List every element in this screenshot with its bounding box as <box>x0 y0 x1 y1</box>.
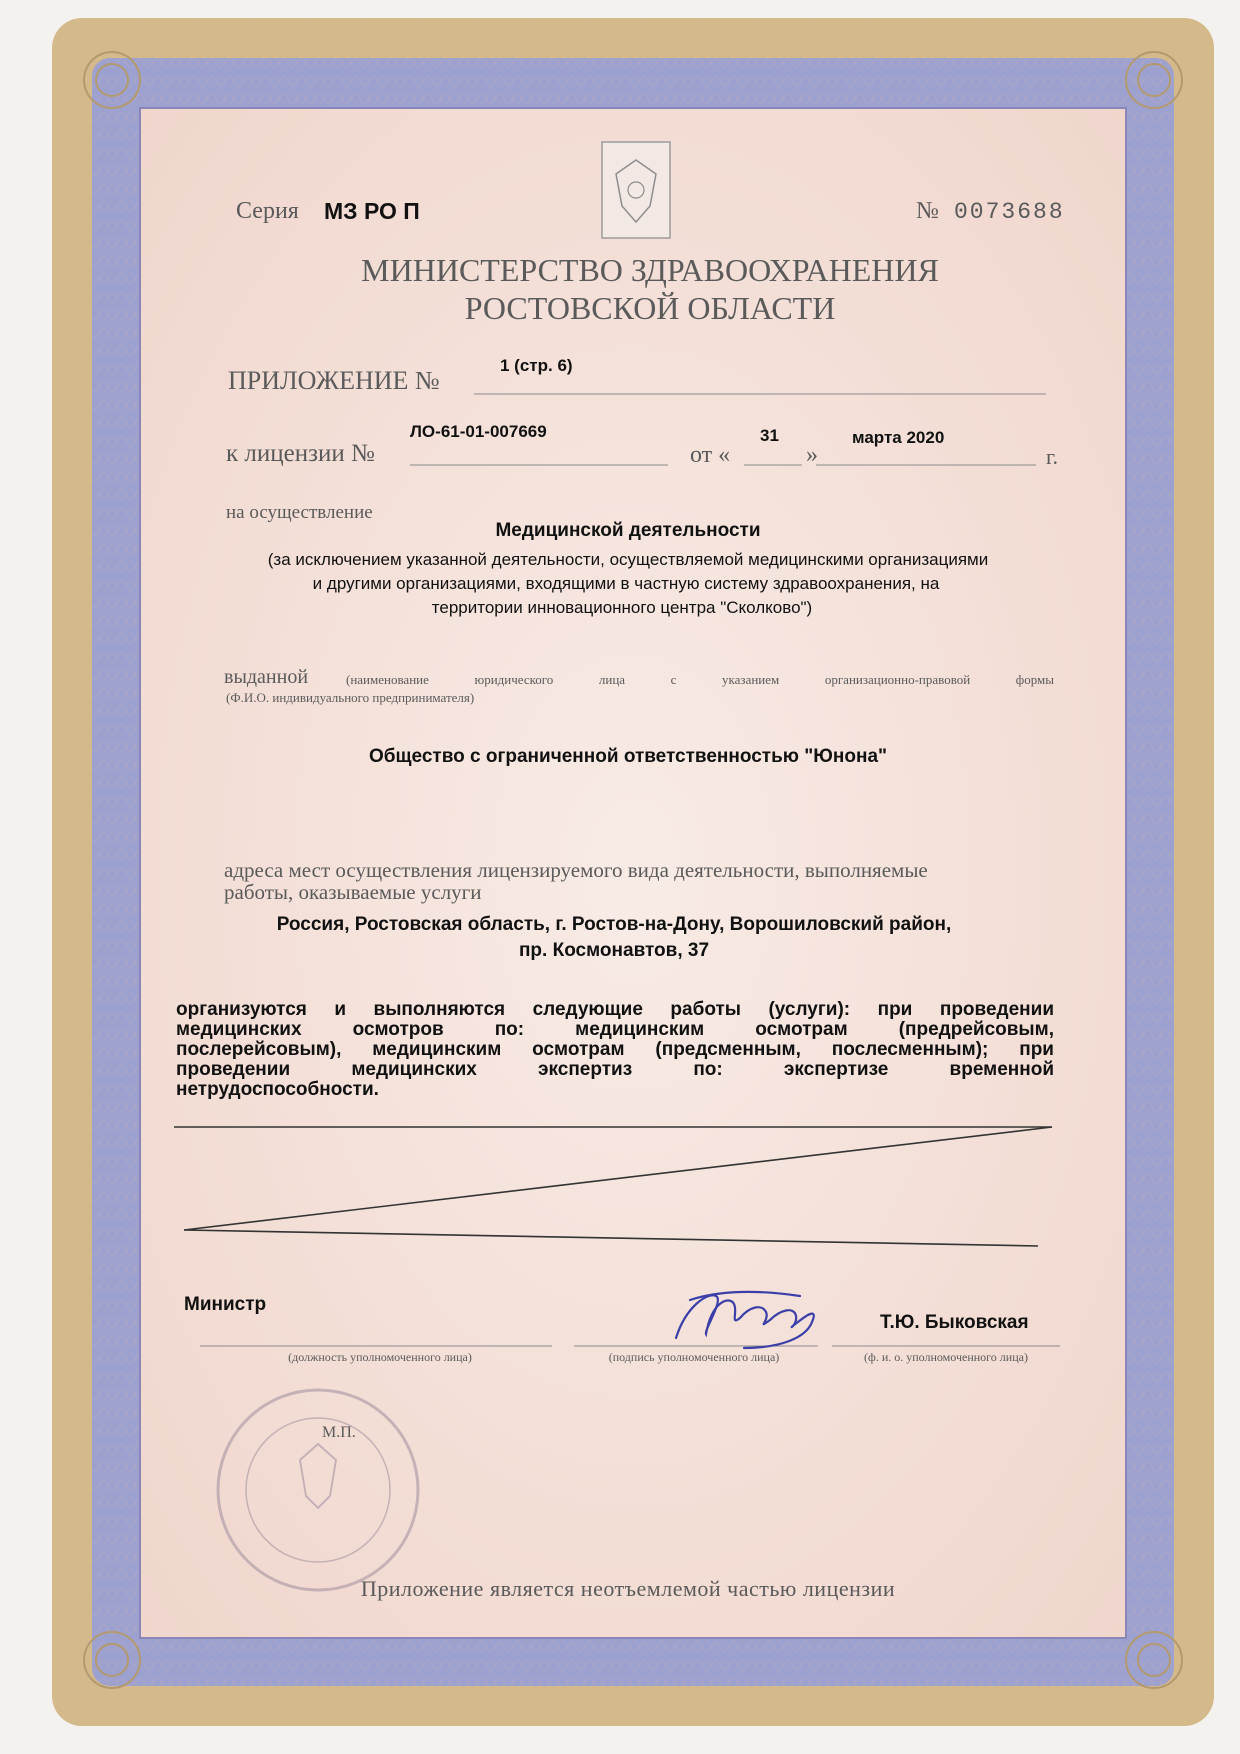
series-value: МЗ РО П <box>324 198 420 224</box>
services-last-line: нетрудоспособности. <box>176 1079 379 1100</box>
license-day-close: » <box>806 442 818 468</box>
authority-title-line2: РОСТОВСКОЙ ОБЛАСТИ <box>464 290 836 326</box>
emblem-icon <box>602 142 670 238</box>
issued-label: выданной <box>224 666 309 688</box>
stamp-label: М.П. <box>322 1424 356 1441</box>
activity-title: Медицинской деятельности <box>495 520 761 541</box>
addresses-label-line1: адреса мест осуществления лицензируемого вида деятельности, выполняемые <box>224 858 928 882</box>
addresses-label-line2: работы, оказываемые услуги <box>224 880 482 904</box>
address-line1: Россия, Ростовская область, г. Ростов-на-Дону, Ворошиловский район, <box>276 914 952 935</box>
services-line: проведении медицинских экспертиз по: экспертизе временной <box>176 1059 1054 1080</box>
license-number: ЛО-61-01-007669 <box>410 422 547 441</box>
activity-label: на осуществление <box>226 502 373 523</box>
license-label: к лицензии № <box>226 440 375 467</box>
name-caption: (ф. и. о. уполномоченного лица) <box>864 1350 1028 1364</box>
license-month-year: марта 2020 <box>852 428 945 447</box>
signature-caption: (подпись уполномоченного лица) <box>608 1350 780 1364</box>
services-line: медицинских осмотров по: медицинским осмотрам (предрейсовым, <box>176 1019 1054 1040</box>
issued-hint-line1: (наименование юридического лица с указанием организационно-правовой формы <box>346 672 1054 687</box>
activity-line: территории инновационного центра "Сколково") <box>431 598 813 617</box>
services-line: послерейсовым), медицинским осмотрам (предсменным, послесменным); при <box>176 1039 1054 1060</box>
appendix-value: 1 (стр. 6) <box>500 356 573 375</box>
activity-line: (за исключением указанной деятельности, осуществляемой медицинскими организациями <box>267 550 989 569</box>
license-year-suffix: г. <box>1046 444 1059 469</box>
license-from-label: от « <box>690 442 731 468</box>
organization-name: Общество с ограниченной ответственностью "Юнона" <box>368 746 888 767</box>
issued-hint-line2: (Ф.И.О. индивидуального предпринимателя) <box>226 690 475 705</box>
signatory-position: Министр <box>184 1294 267 1315</box>
authority-title-line1: МИНИСТЕРСТВО ЗДРАВООХРАНЕНИЯ <box>361 252 939 288</box>
license-day: 31 <box>760 426 779 445</box>
position-caption: (должность уполномоченного лица) <box>288 1350 472 1364</box>
footer-note: Приложение является неотъемлемой частью лицензии <box>360 1576 896 1601</box>
series-label: Серия <box>236 198 299 224</box>
appendix-label: ПРИЛОЖЕНИЕ № <box>228 366 440 395</box>
services-line: организуются и выполняются следующие работы (услуги): при проведении <box>176 999 1054 1020</box>
number-sign: № <box>916 198 939 224</box>
blank-number: 0073688 <box>954 199 1065 225</box>
signatory-name: Т.Ю. Быковская <box>880 1312 1029 1333</box>
activity-line: и другими организациями, входящими в частную систему здравоохранения, на <box>312 574 940 593</box>
address-line2: пр. Космонавтов, 37 <box>518 940 710 961</box>
